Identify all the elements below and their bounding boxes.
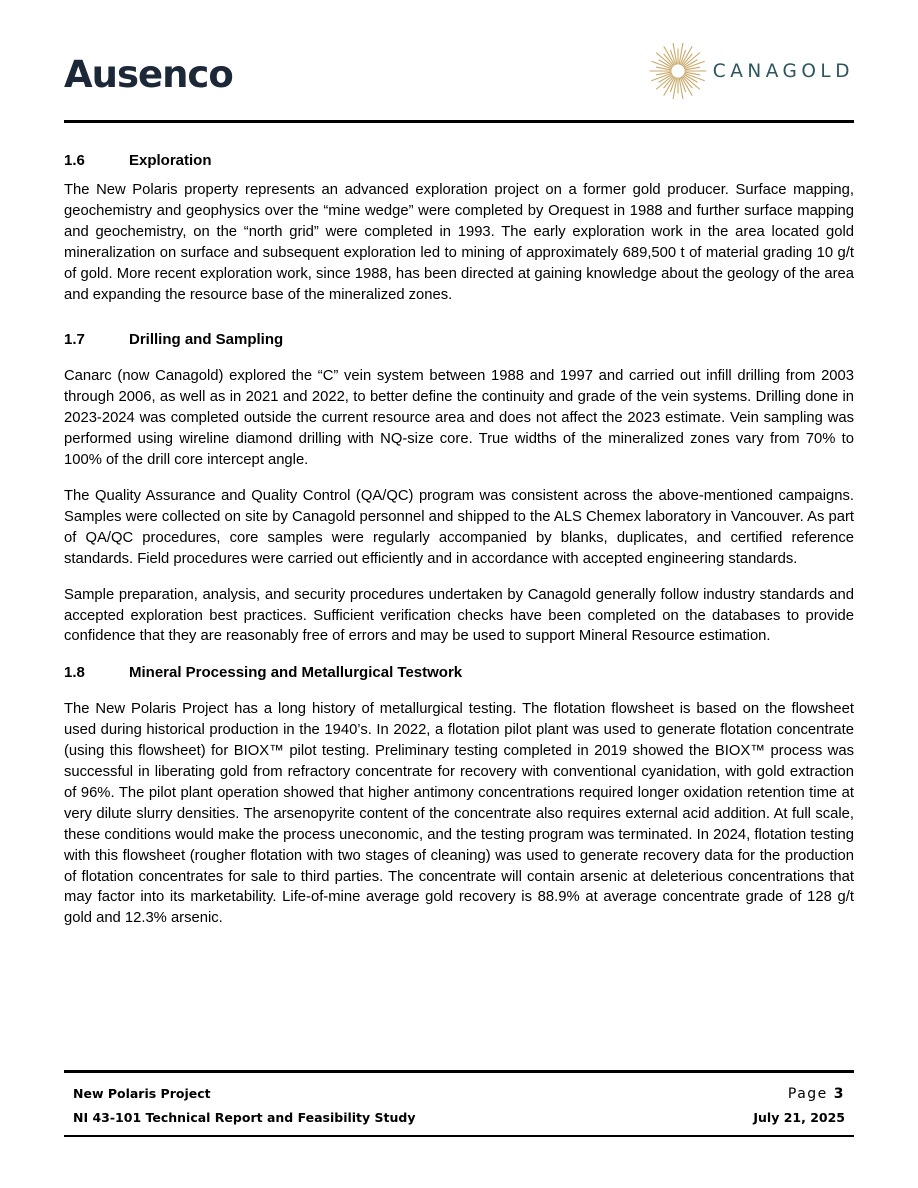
footer-date: July 21, 2025: [753, 1110, 845, 1125]
canagold-logo: [649, 38, 854, 104]
header-divider: [64, 120, 854, 123]
section-heading: [64, 662, 854, 684]
page-number-value: 3: [833, 1086, 845, 1102]
footer-project-name: New Polaris Project: [73, 1086, 211, 1101]
sunburst-ray: [679, 43, 683, 64]
paragraph: The New Polaris property represents an advanced exploration project on a former gold producer. Surface mapping, geochemistry and geophysics over the “mine wedge” were completed by Orequest in 1988 and further surface mapping and geochemistry, on the “north grid” were completed in 1993. The early exploration work in the area located gold mineralization on surface and subsequent exploration led to mining of approximately 689,500 t of material grading 10 g/t of gold. More recent exploration work, since 1988, has been directed at gaining knowledge about the geology of the area and expanding the resource base of the mineralized zones.: [64, 182, 854, 303]
paragraph: Canarc (now Canagold) explored the “C” vein system between 1988 and 1997 and carried out infill drilling from 2003 through 2006, as well as in 2021 and 2022, to better define the continuity and grade of the vein systems. Drilling done in 2023-2024 was completed outside the current resource area and does not affect the 2023 estimate. Vein sampling was performed using wireline diamond drilling with NQ-size core. True widths of the mineralized zones vary from 70% to 100% of the drill core intercept angle.: [64, 368, 854, 469]
footer-report-title: NI 43-101 Technical Report and Feasibility Study: [73, 1110, 416, 1125]
document-body: [64, 150, 854, 929]
section-number: 1.7: [64, 331, 85, 349]
footer-row-2: [73, 1110, 845, 1125]
page-header: [64, 38, 854, 122]
sunburst-ray: [673, 78, 677, 99]
paragraph: The Quality Assurance and Quality Control (QA/QC) program was consistent across the above-mentioned campaigns. Samples were collected on site by Canagold personnel and shipped to the ALS Chemex laboratory in Vancouver. As part of QA/QC procedures, core samples were regularly accompanied by blanks, duplicates, and certified reference standards. Field procedures were carried out efficiently and in accordance with accepted engineering standards.: [64, 487, 854, 567]
ausenco-logo-text: Ausenco: [64, 53, 233, 96]
page-number: [788, 1086, 845, 1102]
paragraph: Sample preparation, analysis, and security procedures undertaken by Canagold generally follow industry standards and accepted exploration best practices. Sufficient verification checks have been completed on the databases to provide confidence that they are reasonably free of errors and may be used to support Mineral Resource estimation.: [64, 586, 854, 645]
section-title: Mineral Processing and Metallurgical Testwork: [129, 664, 463, 682]
section-heading: [64, 150, 854, 172]
canagold-logo-text: CANAGOLD: [712, 60, 854, 82]
section-number: 1.8: [64, 664, 85, 682]
sunburst-ray: [679, 78, 683, 99]
footer-row-1: [73, 1086, 845, 1101]
sunburst-ray: [673, 43, 677, 64]
footer-divider-top: [64, 1070, 854, 1073]
section-title: Exploration: [129, 152, 212, 169]
page-label: Page: [787, 1086, 828, 1102]
ausenco-logo: [64, 53, 233, 96]
section-number: 1.6: [64, 152, 85, 169]
section-heading: [64, 329, 854, 351]
paragraph: The New Polaris Project has a long history of metallurgical testing. The flotation flowsheet is based on the flowsheet used during historical production in the 1940’s. In 2022, a flotation pilot plant was used to generate flotation concentrate (using this flowsheet) for BIOX™ pilot testing. Preliminary testing completed in 2019 showed the BIOX™ process was successful in liberating gold from refractory concentrate for recovery with conventional cyanidation, with gold extraction of 96%. The pilot plant operation showed that higher antimony concentrations required longer oxidation retention time at very dilute slurry densities. The arsenopyrite content of the concentrate also requires external acid addition. At full scale, these conditions would make the process uneconomic, and the testing program was terminated. In 2024, flotation testing with this flowsheet (rougher flotation with two stages of cleaning) was used to generate recovery data for the production of flotation concentrates for sale to third parties. The concentrate will contain arsenic at deleterious concentrations that may factor into its marketability. Life-of-mine average gold recovery is 88.9% at average concentrate grade of 128 g/t gold and 12.3% arsenic.: [64, 701, 854, 927]
section-title: Drilling and Sampling: [129, 331, 284, 349]
sunburst-icon: [649, 38, 707, 104]
footer-divider-bottom: [64, 1135, 854, 1137]
